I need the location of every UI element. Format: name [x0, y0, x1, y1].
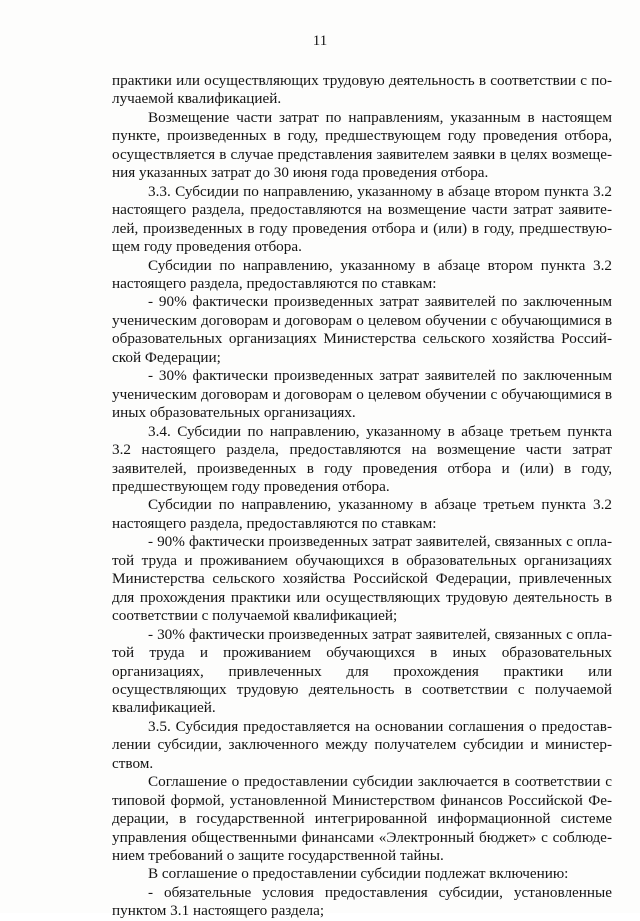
list-item-mandatory-conditions: - обязательные условия предоставления субсидии, установленные пунктом 3.1 настоящего раздела; — [112, 883, 612, 920]
paragraph-3-4: 3.4. Субсидии по направлению, указанному в абзаце третьем пункта 3.2 настоящего раздела, предоставляются на возмещение части затрат заявителей, произведенных в году проведения отбора и (или) в году, предшествующем году проведения отбора. — [112, 422, 612, 495]
list-item-30-percent-wages: - 30% фактически произведенных затрат заявителей, связанных с оплатой труда и проживанием обучающихся в иных образовательных организациях, привлеченных для прохождения практики или осуществляющих трудовую деятельность в соответствии с получаемой квалификацией. — [112, 625, 612, 717]
paragraph-continuation: практики или осуществляющих трудовую деятельность в соответствии с получаемой квалификацией. — [112, 72, 612, 108]
paragraph-3-5: 3.5. Субсидия предоставляется на основании соглашения о предоставлении субсидии, заключенного между получателем субсидии и министерством. — [112, 717, 612, 772]
paragraph-reimbursement-deadline: Возмещение части затрат по направлениям, указанным в настоящем пункте, произведенных в году, предшествующем году проведения отбора, осуществляется в случае представления заявителем заявки в целях возмещения указанных затрат до 30 июня года проведения отбора. — [112, 108, 612, 182]
paragraph-agreement-form: Соглашение о предоставлении субсидии заключается в соответствии с типовой формой, установленной Министерством финансов Российской Федерации, в государственной интегрированной информационной системе управления общественными финансами «Электронный бюджет» с соблюдением требований о защите государственной тайны. — [112, 773, 612, 865]
page-number: 11 — [312, 33, 328, 49]
paragraph-3-3-rates-intro: Субсидии по направлению, указанному в абзаце втором пункта 3.2 настоящего раздела, предоставляются по ставкам: — [112, 256, 612, 292]
paragraph-3-4-rates-intro: Субсидии по направлению, указанному в абзаце третьем пункта 3.2 настоящего раздела, предоставляются по ставкам: — [112, 496, 612, 532]
body-text — [112, 72, 612, 921]
list-item-90-percent-contracts: - 90% фактически произведенных затрат заявителей по заключенным ученическим договорам и договорам о целевом обучении с обучающимися в образовательных организациях Министерства сельского хозяйства Российской Федерации; — [112, 293, 612, 366]
paragraph-agreement-inclusions: В соглашение о предоставлении субсидии подлежат включению: — [148, 865, 569, 883]
list-item-90-percent-wages: - 90% фактически произведенных затрат заявителей, связанных с оплатой труда и проживанием обучающихся в образовательных организациях Министерства сельского хозяйства Российской Федерации, привлеченных для прохождения практики или осуществляющих трудовую деятельность в соответствии с получаемой квалификацией; — [112, 533, 612, 625]
list-item-30-percent-contracts: - 30% фактически произведенных затрат заявителей по заключенным ученическим договорам и договорам о целевом обучении с обучающимися в иных образовательных организациях. — [112, 367, 612, 422]
paragraph-3-3: 3.3. Субсидии по направлению, указанному в абзаце втором пункта 3.2 настоящего раздела, предоставляются на возмещение части затрат заявителей, произведенных в году проведения отбора и (или) в году, предшествующем году проведения отбора. — [112, 182, 612, 256]
